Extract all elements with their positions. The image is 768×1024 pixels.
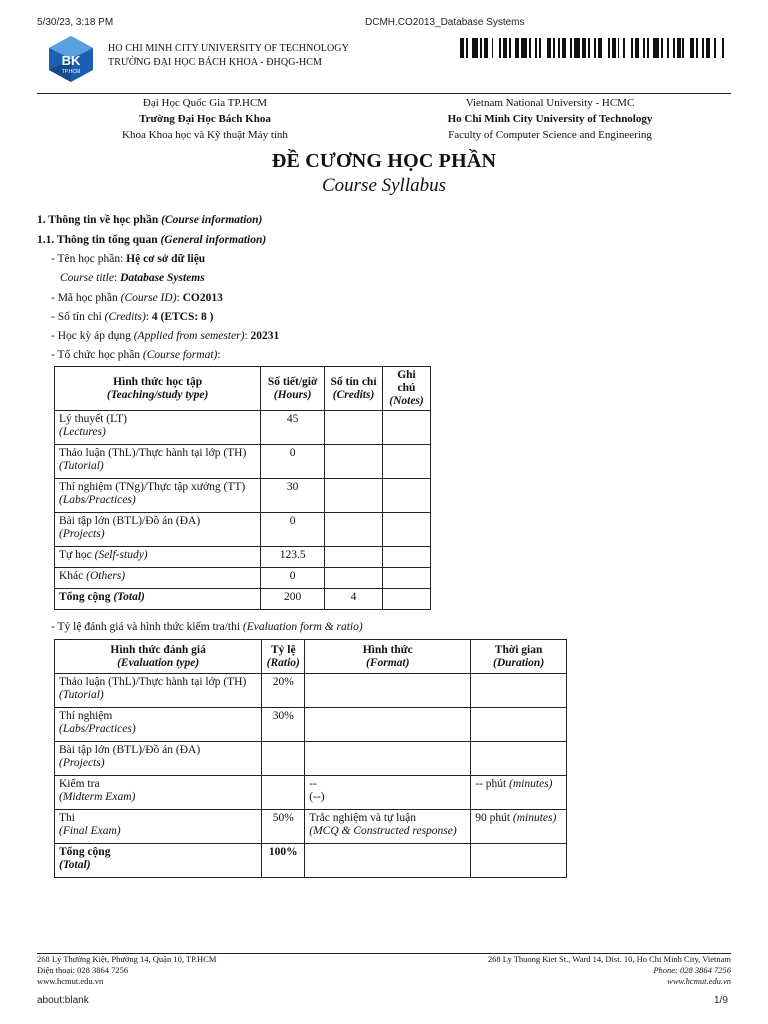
type-cell: Lý thuyết (LT) (Lectures)	[55, 411, 261, 445]
print-url: about:blank	[37, 995, 89, 1006]
eval-type-cell: Thảo luận (ThL)/Thực hành tại lớp (TH) (Tutorial)	[55, 674, 262, 708]
credits-cell	[325, 411, 383, 445]
course-title-value: Database Systems	[120, 272, 205, 284]
header-cell: Số tiết/giờ (Hours)	[261, 367, 325, 411]
evaluation-intro-vi: - Tỷ lệ đánh giá và hình thức kiểm tra/thi	[51, 621, 243, 633]
barcode	[460, 38, 726, 58]
duration-cell	[471, 708, 567, 742]
section-heading	[37, 214, 262, 226]
format-line: - Tổ chức học phần (Course format):	[51, 349, 221, 361]
notes-cell	[383, 547, 431, 568]
eval-type-cell: Bài tập lớn (BTL)/Đồ án (ĐA) (Projects)	[55, 742, 262, 776]
course-id-label: - Mã học phần	[51, 292, 121, 304]
table-row	[55, 810, 567, 844]
footer-link[interactable]: www.hcmut.edu.vn	[667, 976, 731, 986]
hours-cell: 123.5	[261, 547, 325, 568]
university-logo	[47, 35, 95, 83]
format-cell	[305, 742, 471, 776]
type-cell: Thí nghiệm (TNg)/Thực tập xưởng (TT) (Labs/Practices)	[55, 479, 261, 513]
ratio-cell	[262, 742, 305, 776]
credits-cell	[325, 568, 383, 589]
evaluation-intro-en: (Evaluation form & ratio)	[242, 621, 363, 633]
notes-cell	[383, 513, 431, 547]
header-cell: Hình thức đánh giá (Evaluation type)	[55, 640, 262, 674]
notes-cell	[383, 568, 431, 589]
document-title-en: Course Syllabus	[321, 175, 447, 196]
course-id-value: CO2013	[182, 292, 223, 304]
evaluation-table	[54, 639, 567, 878]
university-name-en: HO CHI MINH CITY UNIVERSITY OF TECHNOLOGY	[108, 43, 349, 54]
credits-label: - Số tín chỉ	[51, 311, 105, 323]
hours-cell: 0	[261, 568, 325, 589]
table-row	[55, 479, 431, 513]
institution-vi-line: Đại Học Quốc Gia TP.HCM	[142, 97, 268, 109]
hours-cell: 200	[261, 589, 325, 610]
course-format-table	[54, 366, 431, 610]
notes-cell	[383, 589, 431, 610]
semester-label-en: (Applied from semester)	[133, 330, 245, 342]
institution-en-line: Vietnam National University - HCMC	[465, 97, 635, 109]
table-row	[55, 674, 567, 708]
duration-cell	[471, 742, 567, 776]
eval-type-cell: Thi (Final Exam)	[55, 810, 262, 844]
subsection-heading	[37, 234, 266, 246]
header-cell: Thời gian (Duration)	[471, 640, 567, 674]
semester-line: - Học kỳ áp dụng (Applied from semester): 20231	[51, 330, 280, 342]
section-heading-vi: 1. Thông tin về học phần	[37, 214, 159, 226]
hours-cell: 45	[261, 411, 325, 445]
institution-vi-line: Trường Đại Học Bách Khoa	[139, 113, 271, 125]
header-cell: Số tín chỉ (Credits)	[325, 367, 383, 411]
university-name-vi: TRƯỜNG ĐẠI HỌC BÁCH KHOA - ĐHQG-HCM	[108, 57, 323, 68]
logo-sub: TP.HCM	[61, 69, 81, 75]
type-cell: Thảo luận (ThL)/Thực hành tại lớp (TH) (Tutorial)	[55, 445, 261, 479]
eval-type-cell: Kiểm tra (Midterm Exam)	[55, 776, 262, 810]
course-name-value: Hệ cơ sở dữ liệu	[126, 253, 206, 265]
table-total-row	[55, 844, 567, 878]
credits-label-en: (Credits)	[104, 311, 146, 323]
logo-text: BK	[61, 53, 81, 68]
table-row	[55, 411, 431, 445]
hours-cell: 0	[261, 513, 325, 547]
duration-cell	[471, 844, 567, 878]
footer-address-vi	[37, 954, 216, 987]
institution-vi	[60, 95, 350, 143]
course-name-label: - Tên học phần:	[51, 253, 127, 265]
credits-cell	[325, 547, 383, 568]
course-title-line: Course title: Database Systems	[60, 272, 205, 284]
print-datetime: 5/30/23, 3:18 PM	[37, 17, 114, 28]
footer-line: 268 Lý Thường Kiệt, Phường 14, Quận 10, TP.HCM	[37, 954, 217, 964]
subsection-heading-en: (General information)	[160, 234, 267, 246]
duration-cell	[471, 674, 567, 708]
table-row	[55, 708, 567, 742]
table-row	[55, 568, 431, 589]
format-cell	[305, 844, 471, 878]
footer-line: 268 Ly Thuong Kiet St., Ward 14, Dist. 10, Ho Chi Minh City, Vietnam	[487, 954, 731, 964]
semester-value: 20231	[250, 330, 280, 342]
format-cell: Trắc nghiệm và tự luận (MCQ & Constructed response)	[305, 810, 471, 844]
institution-en-line: Faculty of Computer Science and Engineering	[448, 129, 652, 141]
format-label-en: (Course format)	[142, 349, 218, 361]
header-cell: Hình thức học tập (Teaching/study type)	[55, 367, 261, 411]
institution-en-line: Ho Chi Minh City University of Technology	[447, 113, 653, 125]
type-cell: Bài tập lớn (BTL)/Đồ án (ĐA) (Projects)	[55, 513, 261, 547]
ratio-cell: 30%	[262, 708, 305, 742]
header-cell: Hình thức (Format)	[305, 640, 471, 674]
credits-cell	[325, 479, 383, 513]
document-title-vi: ĐỀ CƯƠNG HỌC PHẦN	[271, 150, 497, 172]
credits-line: - Số tín chỉ (Credits): 4 (ETCS: 8 )	[51, 311, 214, 323]
eval-type-cell: Tổng cộng (Total)	[55, 844, 262, 878]
footer-line: Điện thoại: 028 3864 7256	[37, 965, 129, 975]
ratio-cell: 100%	[262, 844, 305, 878]
ratio-cell	[262, 776, 305, 810]
ratio-cell: 50%	[262, 810, 305, 844]
hours-cell: 30	[261, 479, 325, 513]
eval-type-cell: Thí nghiệm (Labs/Practices)	[55, 708, 262, 742]
section-heading-en: (Course information)	[161, 214, 263, 226]
header-cell: Ghi chú (Notes)	[383, 367, 431, 411]
subsection-heading-vi: 1.1. Thông tin tổng quan	[37, 234, 158, 246]
print-doc-title: DCMH.CO2013_Database Systems	[365, 17, 525, 28]
notes-cell	[383, 445, 431, 479]
credits-value: 4 (ETCS: 8 )	[151, 311, 214, 323]
institution-vi-line: Khoa Khoa học và Kỹ thuật Máy tính	[122, 129, 288, 141]
barcode-bar	[724, 38, 726, 58]
credits-cell: 4	[325, 589, 383, 610]
table-row	[55, 513, 431, 547]
footer-address-en	[488, 954, 731, 987]
header-cell: Tỷ lệ (Ratio)	[262, 640, 305, 674]
format-cell	[305, 674, 471, 708]
ratio-cell: 20%	[262, 674, 305, 708]
type-cell: Tự học (Self-study)	[55, 547, 261, 568]
header-rule	[37, 93, 731, 94]
hours-cell: 0	[261, 445, 325, 479]
table-row	[55, 547, 431, 568]
footer-link[interactable]: www.hcmut.edu.vn	[37, 976, 104, 986]
notes-cell	[383, 411, 431, 445]
table-total-row	[55, 589, 431, 610]
course-name-line	[51, 253, 205, 265]
duration-cell: 90 phút (minutes)	[471, 810, 567, 844]
credits-cell	[325, 513, 383, 547]
table-row	[55, 742, 567, 776]
notes-cell	[383, 479, 431, 513]
footer-line: Phone: 028 3864 7256	[653, 965, 731, 975]
table-header-row	[55, 367, 431, 411]
course-id-line: - Mã học phần (Course ID): CO2013	[51, 292, 223, 304]
type-cell: Khác (Others)	[55, 568, 261, 589]
course-id-label-en: (Course ID)	[120, 292, 177, 304]
evaluation-intro	[51, 621, 363, 633]
print-page-number: 1/9	[714, 995, 728, 1006]
type-cell: Tổng cộng (Total)	[55, 589, 261, 610]
format-cell: -- (--)	[305, 776, 471, 810]
table-row	[55, 445, 431, 479]
semester-label: - Học kỳ áp dụng	[51, 330, 134, 342]
course-title-label: Course title	[60, 272, 114, 284]
institution-en	[400, 95, 700, 143]
duration-cell: -- phút (minutes)	[471, 776, 567, 810]
table-header-row	[55, 640, 567, 674]
credits-cell	[325, 445, 383, 479]
format-cell	[305, 708, 471, 742]
table-row	[55, 776, 567, 810]
format-label: - Tổ chức học phần	[51, 349, 143, 361]
